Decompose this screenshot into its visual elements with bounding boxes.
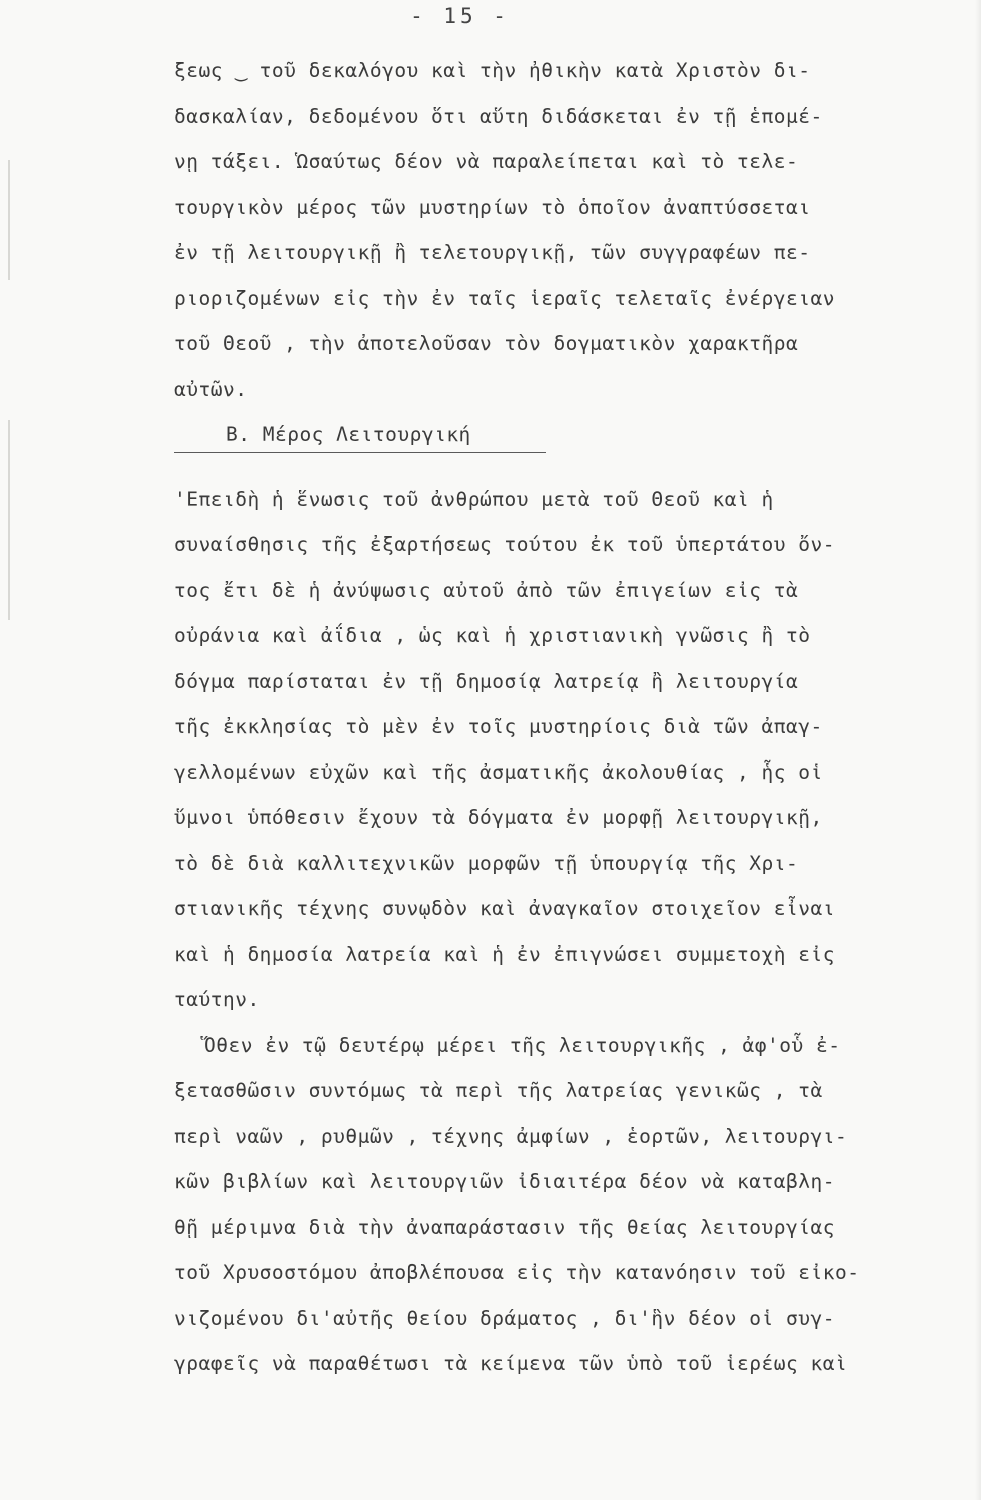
text-line: Ὅθεν ἐν τῷ δευτέρῳ μέρει τῆς λειτουργικῆς , ἀφ'οὗ ἐ- [204, 1033, 841, 1057]
body-text [174, 48, 964, 1387]
text-line: τῆς ἐκκλησίας τὸ μὲν ἐν τοῖς μυστηρίοις διὰ τῶν ἀπαγ- [174, 715, 823, 738]
text-line: ὕμνοι ὑπόθεσιν ἔχουν τὰ δόγματα ἐν μορφῇ λειτουργικῇ, [174, 806, 823, 829]
text-line: ριοριζομένων εἰς τὴν ἐν ταῖς ἱεραῖς τελεταῖς ἐνέργειαν [174, 286, 835, 310]
text-line: γελλομένων εὐχῶν καὶ τῆς ἀσματικῆς ἀκολουθίας , ἧς οἱ [174, 760, 823, 784]
text-line: νιζομένου δι'αὐτῆς θείου δράματος , δι'ἣν δέον οἱ συγ- [174, 1306, 835, 1330]
binding-shadow [8, 160, 10, 280]
text-line: δόγμα παρίσταται ἐν τῇ δημοσίᾳ λατρείᾳ ἢ λειτουργία [174, 669, 799, 693]
text-line: ταύτην. [174, 988, 260, 1011]
text-line: ξετασθῶσιν συντόμως τὰ περὶ τῆς λατρείας γενικῶς , τὰ [174, 1079, 823, 1102]
binding-shadow [8, 420, 10, 620]
text-line: περὶ ναῶν , ρυθμῶν , τέχνης ἀμφίων , ἑορτῶν, λειτουργι- [174, 1124, 848, 1148]
text-line: τὸ δὲ διὰ καλλιτεχνικῶν μορφῶν τῇ ὑπουργίᾳ τῆς Χρι- [174, 851, 799, 875]
section-heading: Β. Μέρος Λειτουργική [226, 423, 471, 446]
text-line: κῶν βιβλίων καὶ λειτουργιῶν ἰδιαιτέρα δέον νὰ καταβλη- [174, 1170, 835, 1193]
page-edge [975, 0, 981, 1500]
text-line: οὐράνια καὶ ἀΐδια , ὡς καὶ ἡ χριστιανικὴ γνῶσις ἢ τὸ [174, 624, 811, 647]
text-line: συναίσθησις τῆς ἐξαρτήσεως τούτου ἐκ τοῦ ὑπερτάτου ὄν- [174, 533, 835, 556]
heading-underline [174, 452, 546, 453]
text-line: 'Επειδὴ ἡ ἕνωσις τοῦ ἀνθρώπου μετὰ τοῦ Θεοῦ καὶ ἡ [174, 487, 774, 511]
page-number: - 15 - [410, 4, 510, 28]
text-line: ξεως ‿ τοῦ δεκαλόγου καὶ τὴν ἠθικὴν κατὰ Χριστὸν δι- [174, 59, 811, 82]
heading-spacer [174, 458, 964, 477]
text-line: τος ἔτι δὲ ἡ ἀνύψωσις αὐτοῦ ἀπὸ τῶν ἐπιγείων εἰς τὰ [174, 578, 799, 602]
text-line: καὶ ἡ δημοσία λατρεία καὶ ἡ ἐν ἐπιγνώσει συμμετοχὴ εἰς [174, 942, 835, 966]
text-line: τοῦ Χρυσοστόμου ἀποβλέπουσα εἰς τὴν κατανόησιν τοῦ εἰκο- [174, 1261, 860, 1284]
text-line: αὐτῶν. [174, 377, 248, 401]
text-line: τοῦ Θεοῦ , τὴν ἀποτελοῦσαν τὸν δογματικὸν χαρακτῆρα [174, 332, 799, 355]
text-line: θῇ μέριμνα διὰ τὴν ἀναπαράστασιν τῆς θείας λειτουργίας [174, 1215, 835, 1239]
text-line: γραφεῖς νὰ παραθέτωσι τὰ κείμενα τῶν ὑπὸ τοῦ ἱερέως καὶ [174, 1352, 848, 1375]
text-line: τουργικὸν μέρος τῶν μυστηρίων τὸ ὁποῖον ἀναπτύσσεται [174, 195, 811, 219]
text-line: νῃ τάξει. Ὡσαύτως δέον νὰ παραλείπεται καὶ τὸ τελε- [174, 150, 799, 173]
text-line: δασκαλίαν, δεδομένου ὅτι αὕτη διδάσκεται ἐν τῇ ἑπομέ- [174, 104, 823, 128]
text-line: ἐν τῇ λειτουργικῇ ἢ τελετουργικῇ, τῶν συγγραφέων πε- [174, 241, 811, 264]
text-line: στιανικῆς τέχνης συνῳδὸν καὶ ἀναγκαῖον στοιχεῖον εἶναι [174, 897, 835, 920]
